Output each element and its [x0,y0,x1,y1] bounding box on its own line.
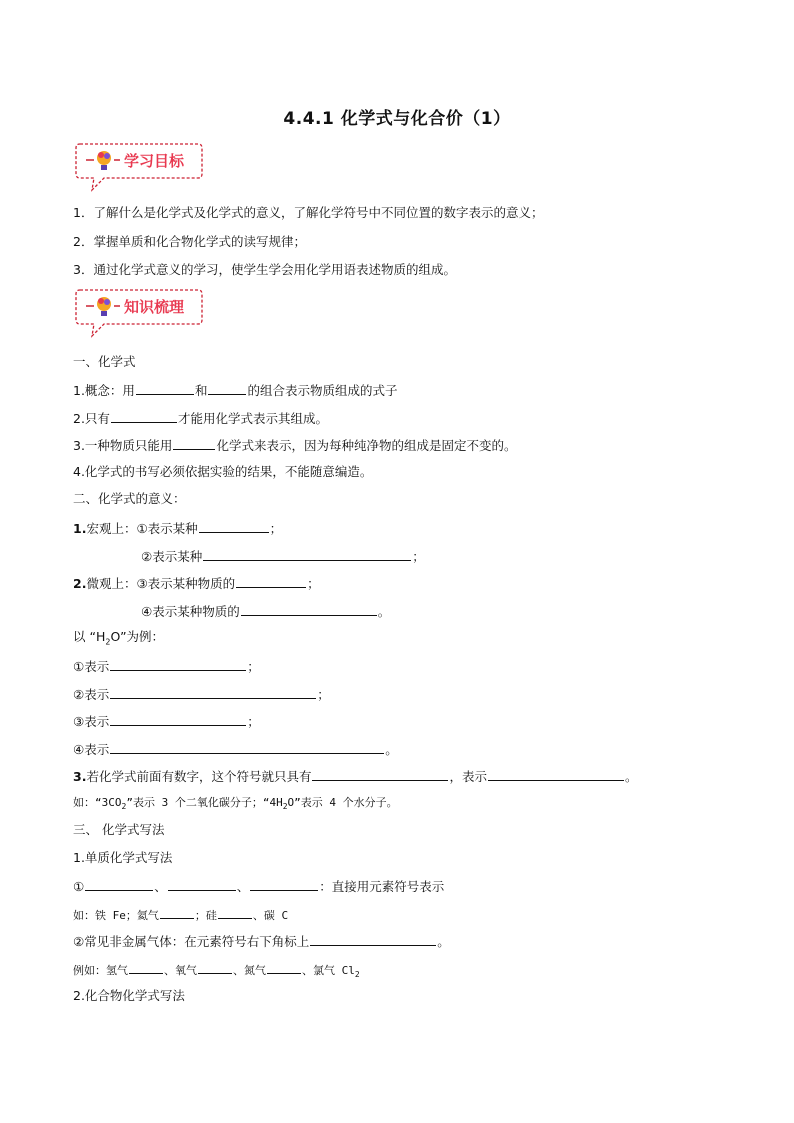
elemental-example-1: 如：铁 Fe；氦气 ；硅 、碳 C [73,904,288,925]
goal-2: 2．掌握单质和化合物化学式的读写规律； [73,234,306,249]
example-1: ①表示 ； [73,656,260,676]
macro-line-2: ②表示某种 ； [141,546,425,566]
coefficient-line: 3.若化学式前面有数字，这个符号就只具有 ，表示 。 [73,766,638,786]
page-title: 4.4.1 化学式与化合价（1） [283,109,511,129]
section3-heading: 三、 化学式写法 [73,822,165,837]
section1-heading: 一、化学式 [73,354,136,369]
goal-3: 3．通过化学式意义的学习，使学生学会用化学用语表述物质的组成。 [73,262,456,277]
badge-label: 学习目标 [124,152,185,170]
one-formula-line: 3.一种物质只能用 化学式来表示，因为每种纯净物的组成是固定不变的。 [73,435,516,455]
badge-label: 知识梳理 [124,298,185,316]
example-intro: 以 “$H_2O$”为例： [73,629,165,647]
macro-line-1: 1.宏观上：①表示某种 ； [73,518,282,538]
elemental-rule-1: ① 、 、 ：直接用元素符号表示 [73,876,444,896]
knowledge-badge [74,286,204,338]
micro-line-1: 2.微观上：③表示某种物质的 ； [73,573,320,593]
example-2: ②表示 ； [73,684,330,704]
coefficient-note: 如：“$3CO_2$”表示 3 个二氧化碳分子；“$4H_2O$”表示 4 个水分子。 [73,796,398,812]
only-line: 2.只有 才能用化学式表示其组成。 [73,408,328,428]
compound-heading: 2.化合物化学式写法 [73,988,185,1003]
goal-1: 1．了解什么是化学式及化学式的意义，了解化学符号中不同位置的数字表示的意义； [73,205,544,220]
section2-heading: 二、化学式的意义： [73,491,186,506]
learning-goals-badge [74,140,204,192]
micro-line-2: ④表示某种物质的 。 [141,601,390,621]
elemental-heading: 1.单质化学式写法 [73,850,173,865]
concept-line: 1.概念：用 和 的组合表示物质组成的式子 [73,380,397,400]
elemental-example-2: 例如：氢气 、氧气 、氮气 、氯气 $Cl_2$ [73,959,360,984]
example-4: ④表示 。 [73,739,398,759]
elemental-rule-2: ②常见非金属气体：在元素符号右下角标上 。 [73,931,450,951]
writing-rule-line: 4.化学式的书写必须依据实验的结果，不能随意编造。 [73,464,373,479]
example-3: ③表示 ； [73,711,260,731]
